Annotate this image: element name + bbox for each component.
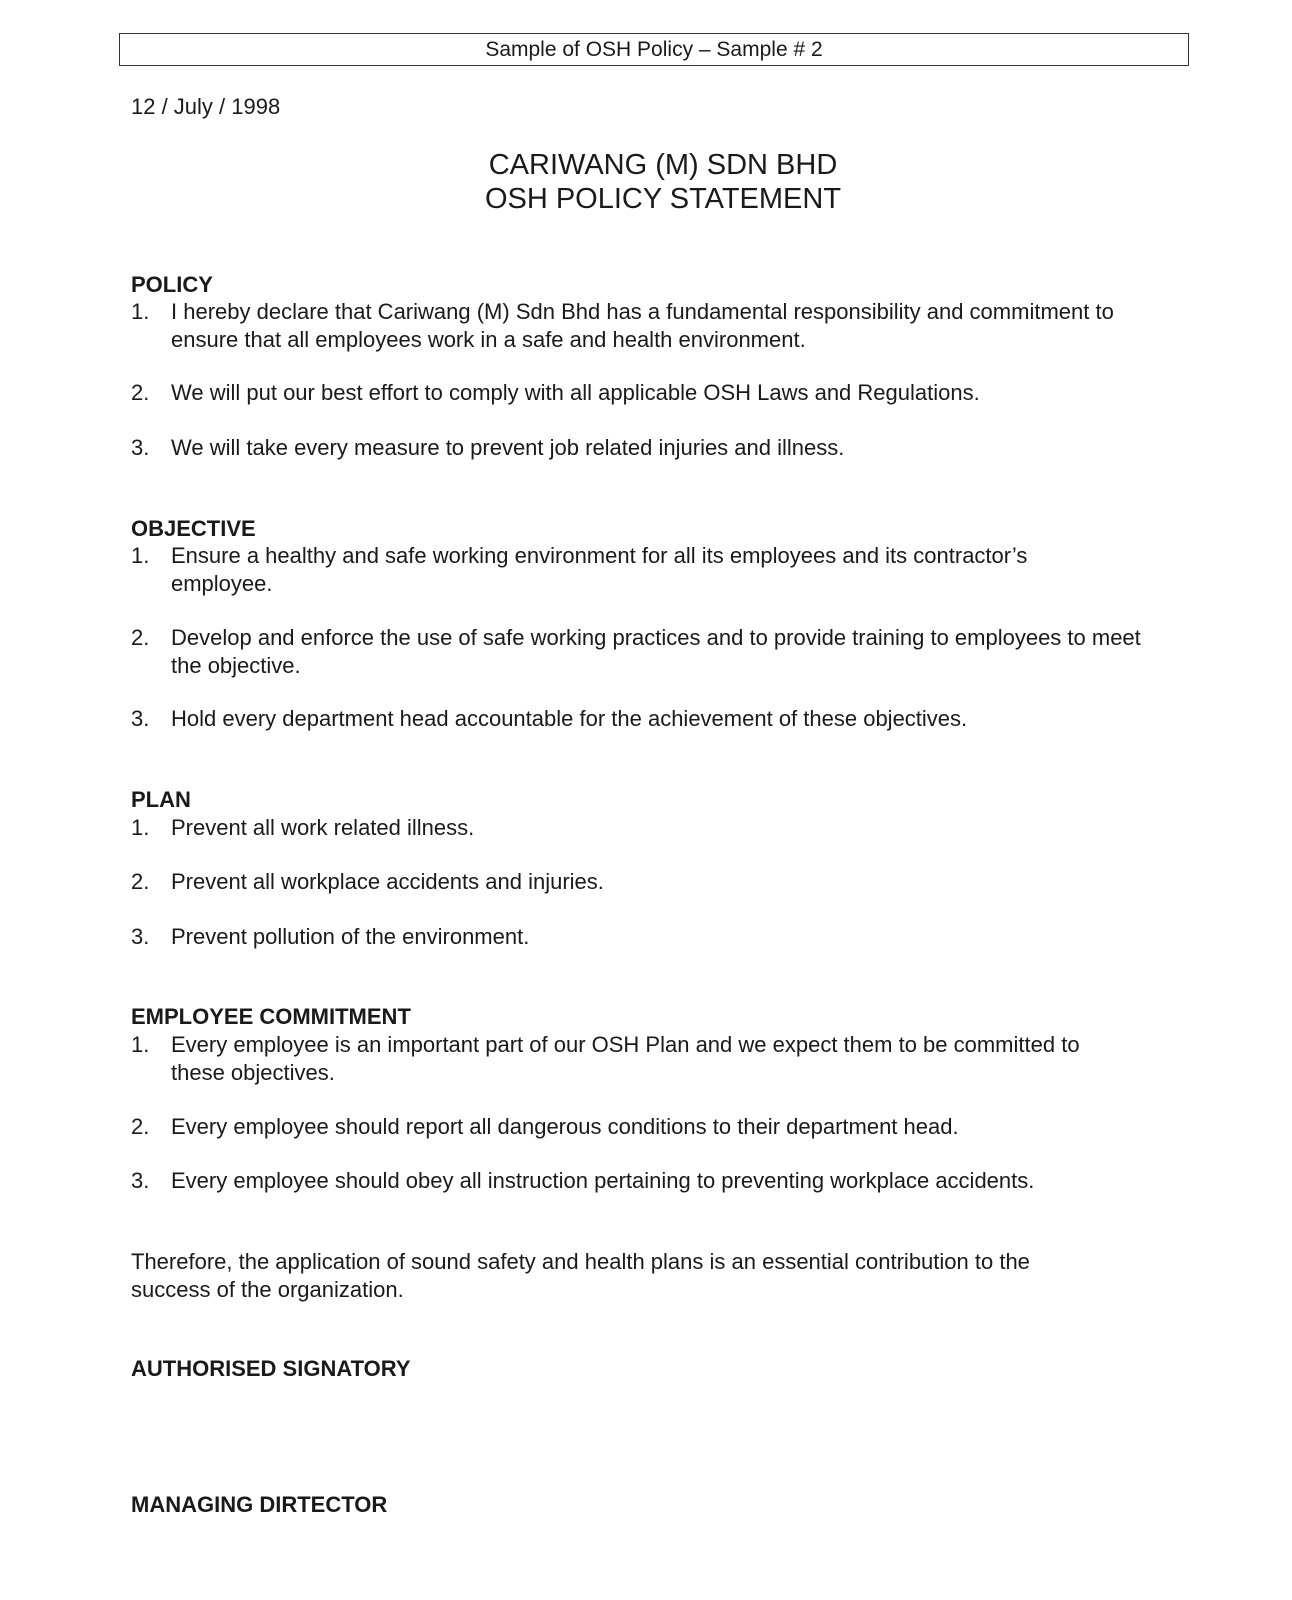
conclusion-paragraph: Therefore, the application of sound safety and health plans is an essential contribution to the success of the organization. (131, 1249, 1030, 1302)
document-title (300, 148, 1026, 216)
list-item (131, 705, 1171, 733)
list-item (131, 868, 1171, 896)
section-heading-employee-commitment: EMPLOYEE COMMITMENT (131, 1004, 411, 1029)
list-item (131, 1167, 1171, 1195)
authorised-signatory-label: AUTHORISED SIGNATORY (131, 1356, 411, 1381)
list-item (131, 814, 1171, 842)
list-item (131, 379, 1171, 407)
section-heading-objective: OBJECTIVE (131, 516, 256, 541)
item-number: 3. (131, 1168, 150, 1193)
item-text: Every employee should report all dangerous conditions to their department head. (171, 1114, 959, 1139)
document-date: 12 / July / 1998 (131, 94, 281, 119)
list-item (131, 624, 1171, 680)
item-text: Prevent all workplace accidents and injuries. (171, 869, 604, 894)
item-number: 3. (131, 706, 150, 731)
section-heading-plan: PLAN (131, 787, 191, 812)
list-item (131, 923, 1171, 951)
list-item (131, 298, 1171, 354)
section-heading-policy: POLICY (131, 272, 213, 297)
item-text: Prevent all work related illness. (171, 815, 475, 840)
item-number: 2. (131, 1114, 150, 1139)
item-number: 1. (131, 543, 150, 568)
list-item (131, 542, 1111, 598)
list-item (131, 1031, 1131, 1087)
item-number: 2. (131, 380, 150, 405)
document-header: Sample of OSH Policy – Sample # 2 (119, 33, 1189, 66)
company-name: CARIWANG (M) SDN BHD (488, 149, 838, 181)
item-text: Every employee should obey all instruction pertaining to preventing workplace accidents. (171, 1168, 1035, 1193)
statement-title: OSH POLICY STATEMENT (484, 183, 842, 215)
item-number: 1. (131, 815, 150, 840)
managing-director-label: MANAGING DIRTECTOR (131, 1492, 388, 1517)
item-number: 2. (131, 625, 150, 650)
item-text: We will take every measure to prevent job related injuries and illness. (171, 435, 845, 460)
item-text: Hold every department head accountable for the achievement of these objectives. (171, 706, 968, 731)
item-text: Ensure a healthy and safe working environment for all its employees and its contractor’s employee. (171, 543, 1028, 596)
item-text: I hereby declare that Cariwang (M) Sdn Bhd has a fundamental responsibility and commitment to ensure that all employees work in a safe and health environment. (171, 299, 1114, 352)
item-text: Develop and enforce the use of safe working practices and to provide training to employees to meet the objective. (171, 625, 1141, 678)
item-number: 3. (131, 924, 150, 949)
item-number: 1. (131, 1032, 150, 1057)
item-text: Every employee is an important part of our OSH Plan and we expect them to be committed to these objectives. (171, 1032, 1080, 1085)
item-number: 2. (131, 869, 150, 894)
item-number: 3. (131, 435, 150, 460)
item-text: Prevent pollution of the environment. (171, 924, 530, 949)
item-text: We will put our best effort to comply with all applicable OSH Laws and Regulations. (171, 380, 980, 405)
item-number: 1. (131, 299, 150, 324)
list-item (131, 434, 1171, 462)
list-item (131, 1113, 1171, 1141)
